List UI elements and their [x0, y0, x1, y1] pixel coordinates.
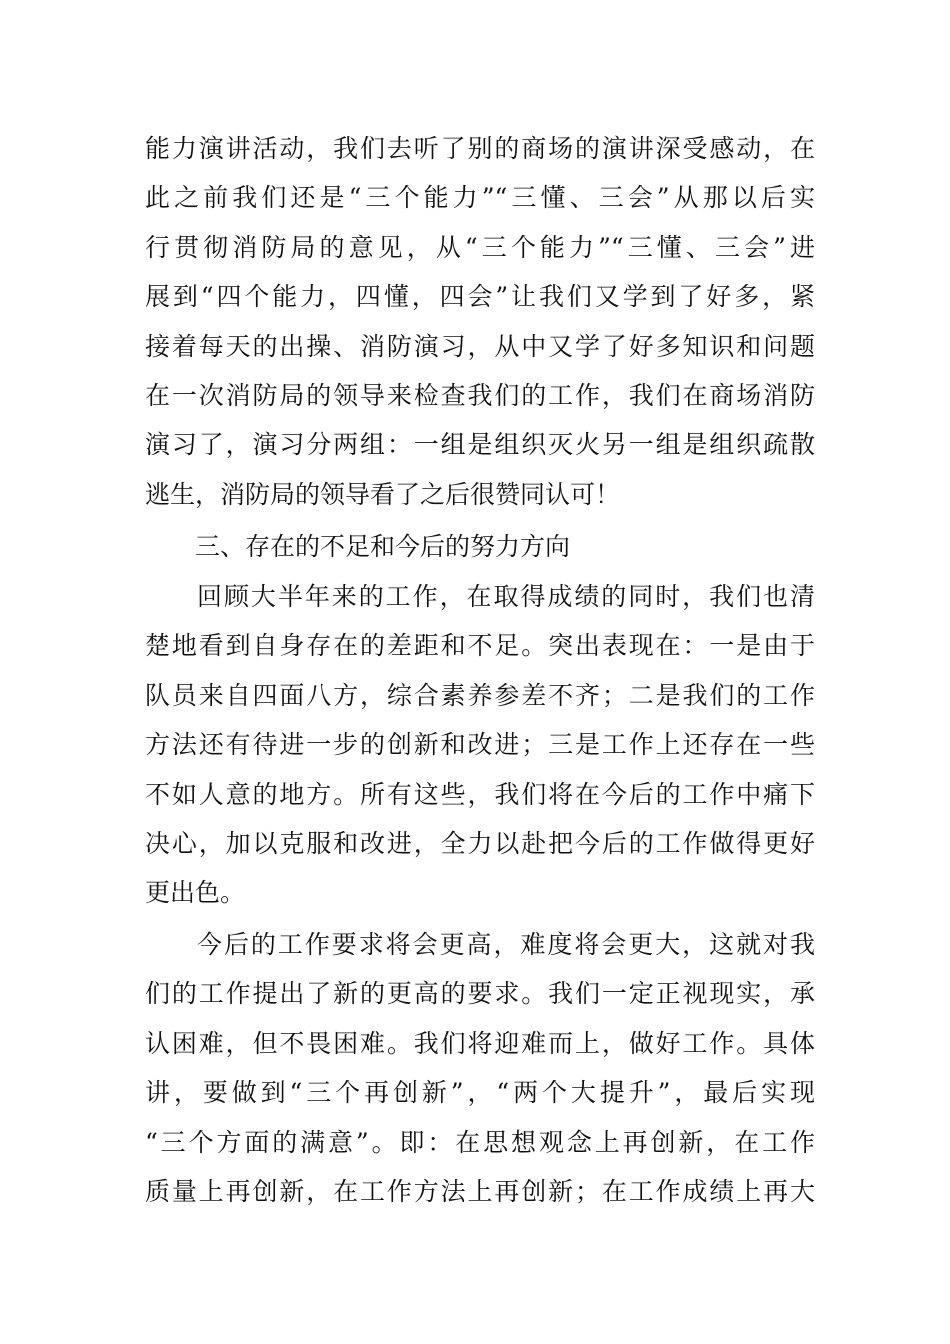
section-heading-text: 三、存在的不足和今后的努力方向: [195, 532, 571, 561]
paragraph-line: 行贯彻消防局的意见，从“三个能力”“三懂、三会”进: [145, 232, 815, 262]
paragraph-line: 今后的工作要求将会更高，难度将会更大，这就对我: [197, 930, 815, 959]
paragraph-line: 质量上再创新，在工作方法上再创新；在工作成绩上再大: [145, 1176, 815, 1206]
paragraph-line: 演习了，演习分两组：一组是组织灭火另一组是组织疏散: [145, 430, 815, 460]
paragraph-line: 讲，要做到“三个再创新”，“两个大提升”，最后实现: [145, 1078, 815, 1108]
paragraph-line: 此之前我们还是“三个能力”“三懂、三会”从那以后实: [145, 183, 815, 213]
paragraph-3: [145, 920, 815, 1216]
paragraph-2: [145, 572, 815, 918]
paragraph-line: 更出色。: [145, 878, 246, 908]
paragraph-line: 能力演讲活动，我们去听了别的商场的演讲深受感动，在: [145, 134, 815, 163]
paragraph-line: 楚地看到自身存在的差距和不足。突出表现在：一是由于: [145, 631, 815, 661]
section-heading: [195, 522, 815, 571]
paragraph-line: 回顾大半年来的工作，在取得成绩的同时，我们也清: [197, 582, 815, 611]
paragraph-line: 们的工作提出了新的更高的要求。我们一定正视现实，承: [145, 979, 815, 1009]
paragraph-line: 在一次消防局的领导来检查我们的工作，我们在商场消防: [145, 380, 815, 410]
paragraph-line: 逃生，消防局的领导看了之后很赞同认可！: [145, 479, 621, 509]
paragraph-line: 不如人意的地方。所有这些，我们将在今后的工作中痛下: [145, 779, 815, 809]
paragraph-line: 认困难，但不畏困难。我们将迎难而上，做好工作。具体: [145, 1028, 815, 1058]
paragraph-line: 决心，加以克服和改进，全力以赴把今后的工作做得更好: [145, 828, 815, 858]
paragraph-line: 队员来自四面八方，综合素养参差不齐；二是我们的工作: [145, 680, 815, 710]
paragraph-1: [145, 124, 815, 519]
paragraph-line: 方法还有待进一步的创新和改进；三是工作上还存在一些: [145, 730, 815, 760]
paragraph-line: 展到“四个能力，四懂，四会”让我们又学到了好多，紧: [145, 282, 815, 312]
paragraph-line: “三个方面的满意”。即：在思想观念上再创新，在工作: [145, 1127, 815, 1157]
paragraph-line: 接着每天的出操、消防演习，从中又学了好多知识和问题: [145, 331, 815, 361]
